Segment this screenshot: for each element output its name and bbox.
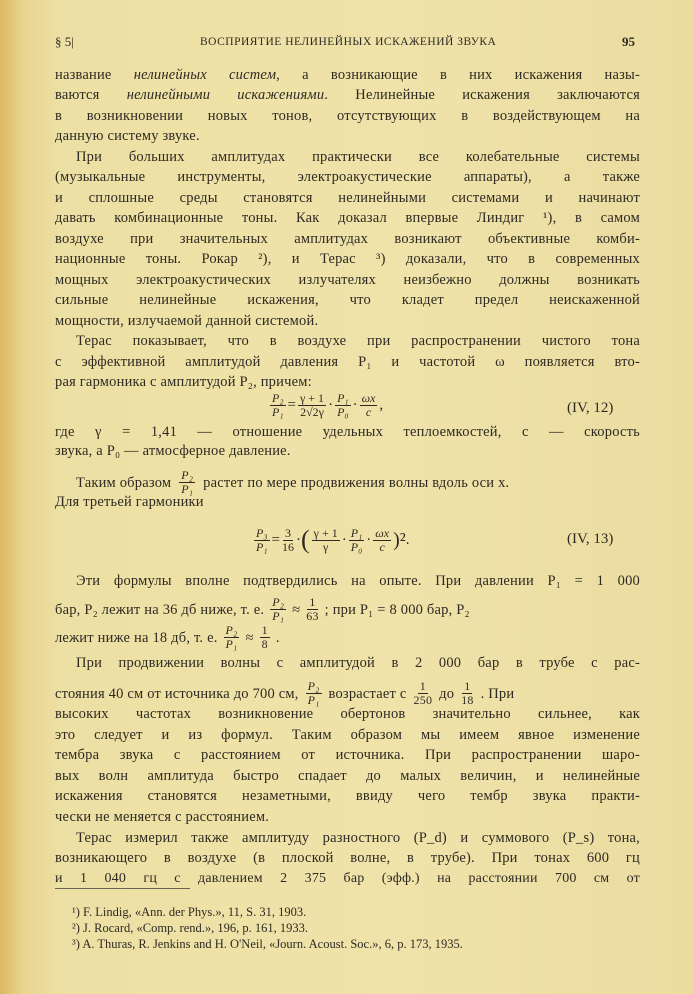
denominator: 250 [413,693,433,707]
text-line [55,680,640,707]
fraction [414,680,433,707]
numerator: γ + 1 [299,391,325,405]
numerator: P₁ [350,525,363,540]
numerator: P₂ [272,391,284,405]
fraction [224,624,240,651]
text-line [55,596,640,623]
dot: · [366,531,372,548]
dot: · [328,397,334,413]
text-line: мощности, излучаемой данной системой. [55,313,319,329]
text-line: мощных электроакустических излучателях неизбежно должны возникать [55,272,640,288]
denominator: c [365,405,372,419]
fraction [298,392,326,419]
numerator: 3 [284,525,291,540]
text: ваются [55,87,127,103]
equation-number: (IV, 12) [567,400,614,416]
text-line: вых волн амплитуда быстро спадает до малых величин, и нелинейные [55,768,640,784]
text-line: национные тоны. Рокар ²), и Терас ³) доказали, что в современных [55,251,640,267]
text: до [439,685,455,702]
fraction [335,392,351,419]
equals: = [271,531,280,548]
period: . [275,629,280,646]
denominator: P₁ [272,405,284,419]
numerator: P₁ [337,391,349,405]
numerator: 1 [419,679,426,693]
text-line: это следует и из формул. Таким образом мы имеем явное изменение [55,727,640,743]
text: растет по мере продвижения волны вдоль оси x. [203,474,510,491]
denominator: 2√2γ [300,405,324,419]
equation-iv-13 [252,525,409,555]
text-line [55,66,640,84]
text: название [55,67,134,83]
approx: ≈ [245,629,254,646]
denominator: P₁ [225,637,238,651]
numerator: P₂ [181,468,194,482]
dot: · [341,531,347,548]
text-line: возникающего в воздухе (в плоской волне, в трубе). При тонах 600 гц [55,850,640,866]
text-line: в возникновении новых тонов, отсутствующих в воздействующем на [55,108,640,124]
fraction [373,527,391,554]
page-number: 95 [622,34,635,49]
text-line: давать комбинационные тоны. Как доказал впервые Линдиг ¹), в самом [55,210,640,226]
fraction [270,392,286,419]
text: Таким образом [76,474,172,491]
text-line [55,624,640,651]
equation-iv-12 [268,392,383,419]
numerator: P₂ [225,623,238,637]
numerator: P₂ [272,595,285,609]
numerator: P₃ [256,525,268,540]
denominator: γ [323,539,329,554]
text: возрастает с [328,685,407,702]
numerator: ωx [361,391,376,405]
text-line: звука, а P₀ — атмосферное давление. [55,443,291,459]
numerator: 1 [464,679,471,693]
denominator: P₀ [350,539,363,554]
text-line: Терас показывает, что в воздухе при распространении чистого тона [76,333,640,349]
text: бар, P₂ лежит на 36 дб ниже, т. е. [55,601,265,618]
text-line: тембра звука с расстоянием от источника. При распространении шаро- [55,747,640,763]
running-title: ВОСПРИЯТИЕ НЕЛИНЕЙНЫХ ИСКАЖЕНИЙ ЗВУКА [200,36,497,48]
dot: · [295,531,301,548]
text-line [76,469,640,496]
numerator: 1 [261,623,268,637]
numerator: P₂ [307,679,320,693]
denominator: c [379,539,385,554]
text: стояния 40 см от источника до 700 см, [55,685,299,702]
dot: · [352,397,358,413]
text-line: чески не меняется с расстоянием. [55,809,270,825]
denominator: 63 [306,609,319,623]
denominator: P₀ [337,405,349,419]
text-line: Эти формулы вполне подтвердились на опыте. При давлении P₁ = 1 000 [76,573,640,589]
paren: ( [300,525,310,554]
period: . [405,531,410,548]
text-line: и сплошные среды становятся нелинейными системами и начинают [55,190,640,206]
text-line: При продвижении волны с амплитудой в 2 000 бар в трубе с рас- [76,655,640,671]
section-number: § 5| [55,34,74,49]
denominator: P₁ [256,539,268,554]
text-line: данную систему звуке. [55,128,200,144]
text-line: с эффективной амплитудой давления P₁ и частотой ω появляется вто- [55,354,640,370]
footnote: ³) A. Thuras, R. Jenkins and H. O'Neil, «Journ. Acoust. Soc.», 6, p. 173, 1935. [72,937,463,951]
footnote: ²) J. Rocard, «Comp. rend.», 196, p. 161, 1933. [72,921,309,935]
numerator: ωx [375,525,390,540]
text-line: высоких частотах возникновение обертонов значительно сильнее, как [55,706,640,722]
text: ; при P₁ = 8 000 бар, P₂ [324,601,470,618]
italic-term: нелинейными искажениями [126,87,325,103]
fraction [260,624,270,651]
text-line: воздухе при значительных амплитудах возникают объективные комби- [55,231,640,247]
denominator: P₁ [272,609,285,623]
footnote-rule [55,888,190,889]
equation-number: (IV, 13) [567,531,614,547]
comma: , [379,397,384,413]
text-line: сильные нелинейные искажения, что кладет предел неискаженной [55,292,640,308]
footnote: ¹) F. Lindig, «Ann. der Phys.», 11, S. 31, 1903. [72,905,307,919]
numerator: γ + 1 [313,525,338,540]
fraction [270,596,286,623]
text: . При [480,685,515,702]
fraction [461,680,473,707]
paren: )² [393,528,406,551]
fraction [179,469,195,496]
fraction [254,527,270,554]
numerator: 1 [309,595,316,609]
fraction [306,680,322,707]
equals: = [287,397,296,413]
text: , а возникающие в них искажения назы- [276,67,640,83]
text-line: рая гармоника с амплитудой P₂, причем: [55,374,312,390]
text: . Нелинейные искажения заключаются [324,87,640,103]
fraction [282,527,294,554]
text-line: и 1 040 гц с давлением 2 375 бар (эфф.) на расстоянии 700 см от [55,871,640,886]
denominator: 18 [461,693,474,707]
denominator: P₁ [181,482,194,496]
text-line [55,86,640,104]
italic-term: нелинейных систем [133,67,277,83]
denominator: 8 [261,637,268,651]
text-line: где γ = 1,41 — отношение удельных теплоемкостей, c — скорость [55,424,640,440]
fraction [306,596,318,623]
text-line: При больших амплитудах практически все колебательные системы [76,149,640,165]
denominator: P₁ [307,693,320,707]
text-line: (музыкальные инструменты, электроакустические аппараты), а также [55,169,640,185]
fraction [349,527,365,554]
text-line: Терас измерил также амплитуду разностного (P_d) и суммового (P_s) тона, [76,830,640,846]
approx: ≈ [292,601,301,618]
text: лежит ниже на 18 дб, т. е. [55,629,218,646]
text-line: искажения становятся незаметными, ввиду чего тембр звука практи- [55,788,640,804]
fraction [312,527,340,554]
denominator: 16 [281,539,294,554]
text-line: Для третьей гармоники [55,494,204,510]
fraction [360,392,378,419]
